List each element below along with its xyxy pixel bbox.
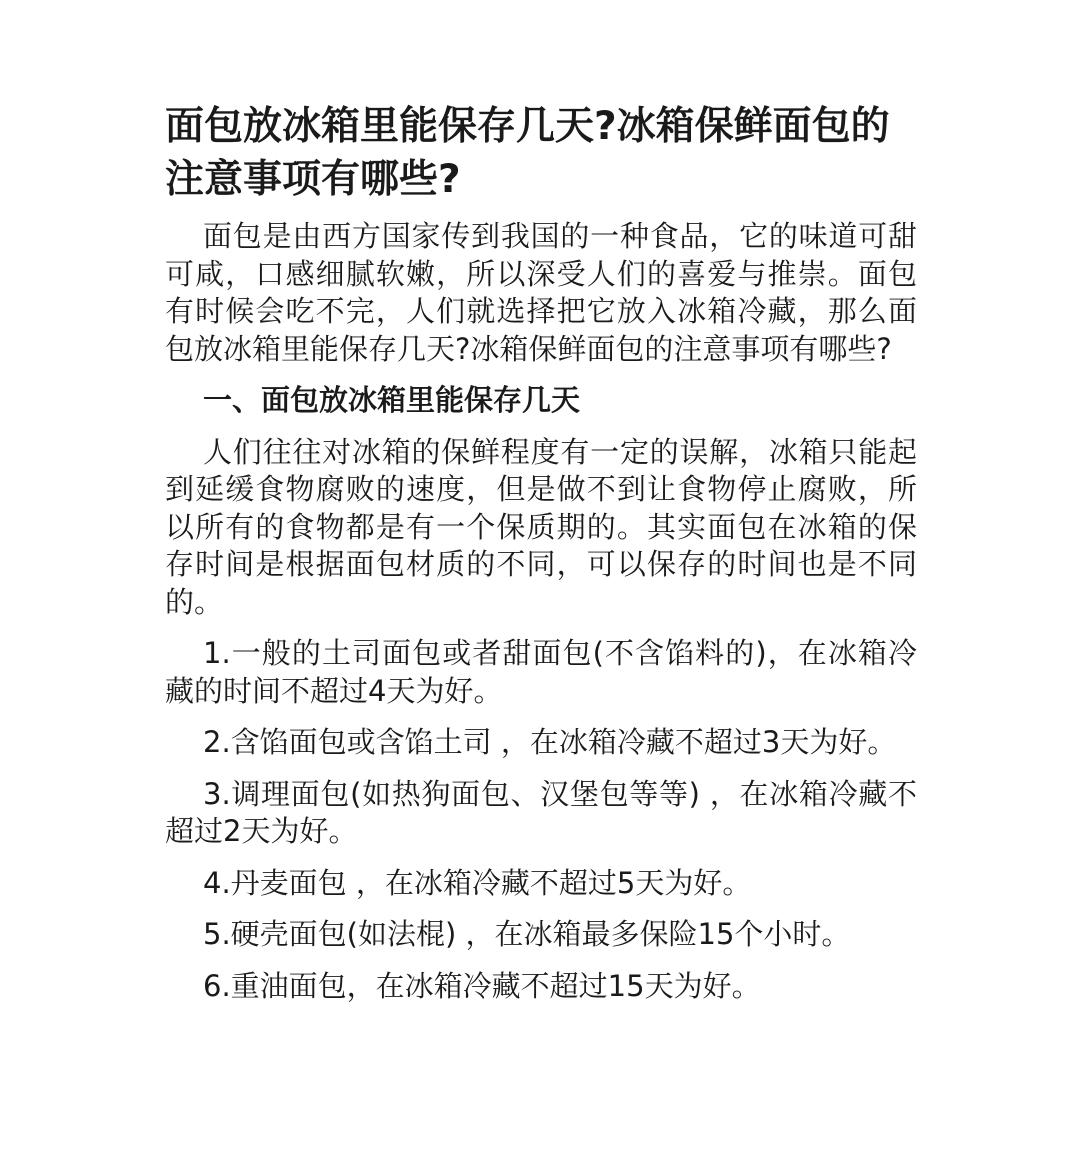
article-title: 面包放冰箱里能保存几天?冰箱保鲜面包的注意事项有哪些? [165, 104, 890, 202]
article [165, 100, 917, 1019]
list-item-5: 5.硬壳面包(如法棍) ，在冰箱最多保险15个小时。 [203, 917, 851, 951]
intro-paragraph: 面包是由西方国家传到我国的一种食品，它的味道可甜可咸，口感细腻软嫩，所以深受人们的喜爱与推崇。面包有时候会吃不完，人们就选择把它放入冰箱冷藏，那么面包放冰箱里能保存几天?冰箱保鲜面包的注意事项有哪些? [165, 219, 917, 366]
list-item-2: 2.含馅面包或含馅土司 ，在冰箱冷藏不超过3天为好。 [203, 725, 897, 759]
list-item-1: 1.一般的土司面包或者甜面包(不含馅料的)，在冰箱冷藏的时间不超过4天为好。 [165, 636, 917, 708]
section-paragraph: 人们往往对冰箱的保鲜程度有一定的误解，冰箱只能起到延缓食物腐败的速度，但是做不到让食物停止腐败，所以所有的食物都是有一个保质期的。其实面包在冰箱的保存时间是根据面包材质的不同，可以保存的时间也是不同的。 [165, 434, 917, 619]
list-item-4: 4.丹麦面包 ，在冰箱冷藏不超过5天为好。 [203, 865, 752, 900]
section-heading: 一、面包放冰箱里能保存几天 [203, 383, 581, 417]
list-item-6: 6.重油面包，在冰箱冷藏不超过15天为好。 [203, 968, 761, 1003]
list-item-3: 3.调理面包(如热狗面包、汉堡包等等) ，在冰箱冷藏不超过2天为好。 [165, 776, 917, 848]
